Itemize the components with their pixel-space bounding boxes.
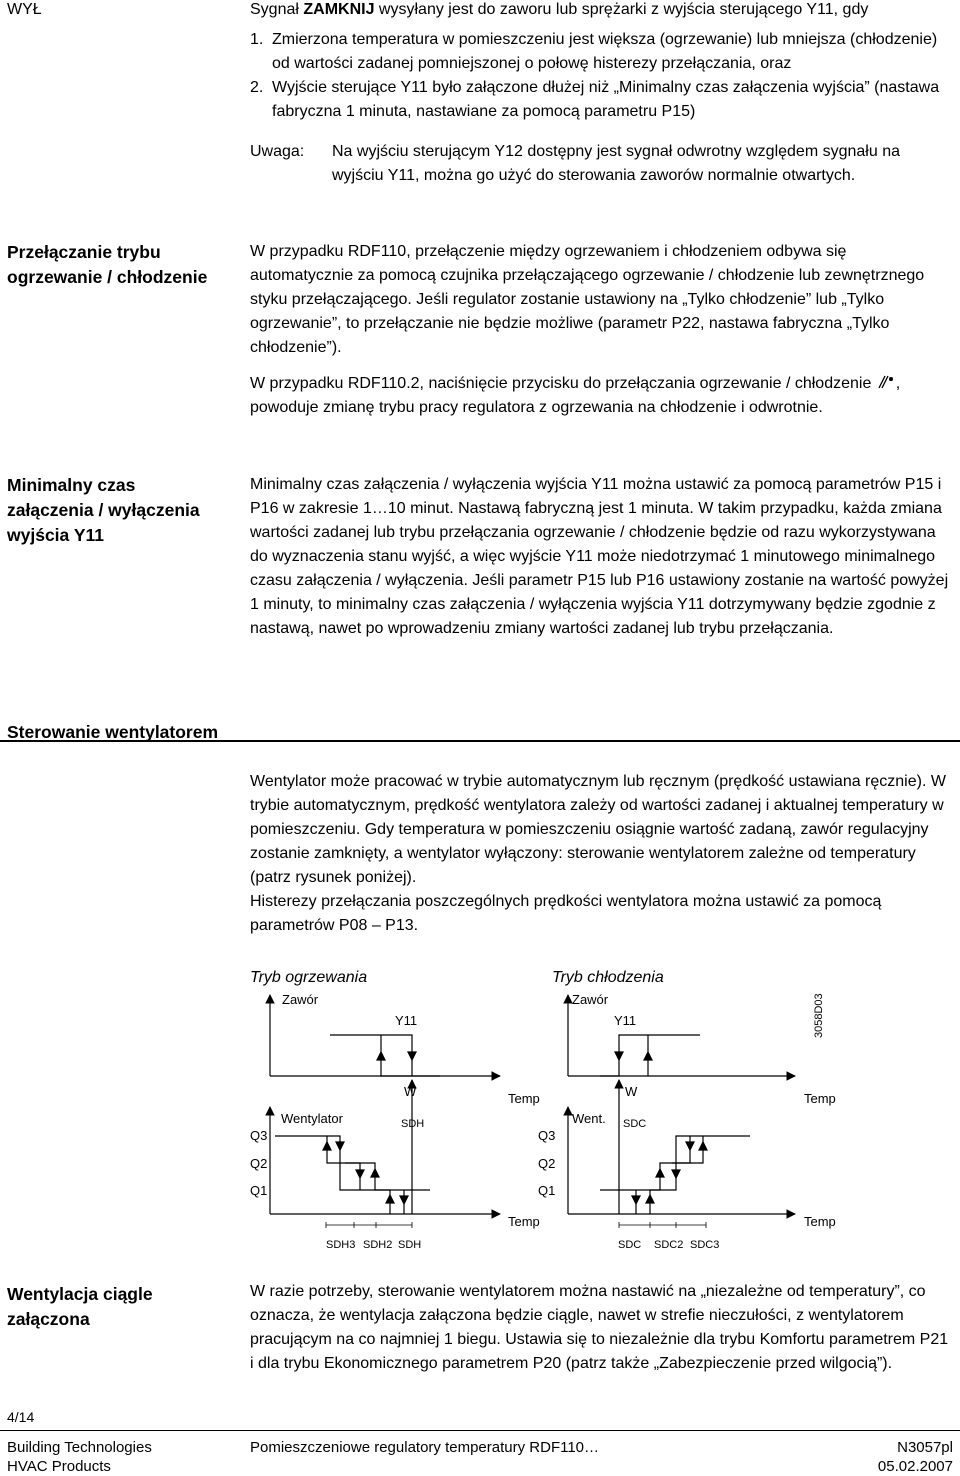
- note-text: Na wyjściu sterującym Y12 dostępny jest sygnał odwrotny względem sygnału na wyjściu Y11, można go użyć do sterowania zaworów normalnie otwartych.: [332, 143, 900, 184]
- footer-doc-title: Pomieszczeniowe regulatory temperatury RDF110…: [250, 1439, 600, 1456]
- label-fan-cool: Went.: [572, 1111, 606, 1126]
- footer-doc-info: N3057pl 05.02.2007: [877, 1439, 953, 1475]
- label-q2-heat: Q2: [250, 1156, 268, 1171]
- valve-graph-cool: [568, 995, 795, 1076]
- footer-rule: [0, 1430, 960, 1431]
- section-continuous-text: W razie potrzeby, sterowanie wentylatorem można nastawić na „niezależne od temperatury”, co oznacza, że wentylacja załączona będzie ciągle, nawet w strefie nieczułości, z wentylatorem pracującym na co najmniej 1 biegu. Ustawia się to niezależnie dla trybu Komfortu parametrem P21 i dla trybu Ekonomicznego parametrem P20 (patrz także „Zabezpieczenie przed wilgocią”).: [250, 1283, 949, 1372]
- label-q3-cool: Q3: [538, 1128, 556, 1143]
- label-temp-cool-top: Temp: [804, 1091, 836, 1106]
- fan-graph-cool: [568, 1080, 795, 1228]
- label-sdh2: SDH2: [363, 1239, 393, 1251]
- label-q1-cool: Q1: [538, 1183, 556, 1198]
- mode-para-1: W przypadku RDF110, przełączenie między ogrzewaniem i chłodzeniem odbywa się automatycznie za pomocą czujnika przełączającego ogrzewanie / chłodzenie lub zewnętrznego styku przełączającego. Jeśli regulator zostanie ustawiony na „Tylko chłodzenie” lub „Tylko ogrzewanie”, to przełączanie nie będzie możliwe (parametr P22, nastawa fabryczna „Tylko chłodzenie”).: [250, 243, 925, 356]
- label-sdh3: SDH3: [326, 1239, 356, 1251]
- label-q1-heat: Q1: [250, 1183, 268, 1198]
- heat-cool-button-icon: [876, 373, 896, 391]
- label-sdh: SDH: [401, 1118, 425, 1130]
- section-mode-text: [250, 240, 952, 420]
- label-valve-heat: Zawór: [282, 992, 319, 1007]
- label-temp-heat-top: Temp: [508, 1091, 540, 1106]
- section-title-mode-switch: Przełączanie trybu ogrzewanie / chłodzenie: [7, 242, 208, 287]
- section-label-off: WYŁ: [7, 1, 42, 18]
- label-y11-cool: Y11: [614, 1013, 637, 1028]
- label-w-cool: W: [625, 1084, 638, 1099]
- intro-item-1: 1. Zmierzona temperatura w pomieszczeniu jest większa (ogrzewanie) lub mniejsza (chłodzenie) od wartości zadanej pomniejszonej o połowę histerezy przełączania, oraz: [250, 31, 938, 72]
- label-y11-heat: Y11: [395, 1013, 418, 1028]
- diagram-title-heating: Tryb ogrzewania: [250, 969, 368, 986]
- label-fan-heat: Wentylator: [281, 1111, 343, 1126]
- fan-para-1: Wentylator może pracować w trybie automatycznym lub ręcznym (prędkość ustawiana ręcznie). W trybie automatycznym, prędkość wentylatora zależy od wartości zadanej i aktualnej temperatury w pomieszczeniu. Gdy temperatura w pomieszczeniu osiągnie wartość zadaną, zawór regulacyjny zostanie zamknięty, a wentylator wyłączony: sterowanie wentylatorem zależne od temperatury (patrz rysunek poniżej).: [250, 773, 946, 886]
- label-sdc-bottom: SDC: [618, 1239, 642, 1251]
- label-q3-heat: Q3: [250, 1128, 268, 1143]
- footer-company: Building Technologies HVAC Products: [7, 1439, 152, 1475]
- section-min-text: Minimalny czas załączenia / wyłączenia wyjścia Y11 można ustawić za pomocą parametrów P15 i P16 w zakresie 1…10 minut. Nastawą fabryczną jest 1 minuta. W takim przypadku, każda zmiana wartości zadanej lub trybu przełączania ogrzewanie / chłodzenie będzie od razu wykorzystywana do wyznaczenia stanu wyjść, a więc wyjście Y11 może niedotrzymać 1 minutowego minimalnego czasu załączenia / wyłączenia. Jeśli parametr P15 lub P16 ustawiony zostanie na wartość powyżej 1 minuty, to minimalny czas załączenia / wyłączenia wyjścia Y11 dotrzymywany będzie zgodnie z nastawą, nawet po wprowadzeniu zmiany wartości zadanej lub trybu przełączania.: [250, 476, 949, 637]
- label-q2-cool: Q2: [538, 1156, 556, 1171]
- intro-sentence: Sygnał ZAMKNIJ wysyłany jest do zaworu lub sprężarki z wyjścia sterującego Y11, gdy: [250, 1, 869, 18]
- diagram-title-cooling: Tryb chłodzenia: [552, 969, 664, 986]
- label-sdh-bottom: SDH: [398, 1239, 422, 1251]
- label-valve-cool: Zawór: [572, 992, 609, 1007]
- note: [250, 140, 952, 188]
- section-title-min-time: Minimalny czas załączenia / wyłączenia wyjścia Y11: [7, 475, 200, 545]
- label-w-heat: W: [404, 1084, 417, 1099]
- label-temp-cool-bottom: Temp: [804, 1214, 836, 1229]
- valve-graph-heat: [270, 995, 500, 1076]
- page-number: 4/14: [7, 1409, 35, 1425]
- intro-item-2: 2. Wyjście sterujące Y11 było załączone dłużej niż „Minimalny czas załączenia wyjścia” (nastawa fabryczna 1 minuta, nastawiane za pomocą parametru P15): [250, 79, 940, 120]
- label-sdc: SDC: [623, 1118, 647, 1130]
- label-sdc2: SDC2: [654, 1239, 684, 1251]
- diagram-code: 3058D03: [813, 993, 825, 1038]
- fan-control-diagram: [0, 955, 960, 1255]
- label-temp-heat-bottom: Temp: [508, 1214, 540, 1229]
- section-fan-text: [250, 770, 952, 938]
- intro-block: [250, 0, 952, 188]
- heading-fan-control: Sterowanie wentylatorem: [7, 722, 219, 742]
- note-label: Uwaga:: [250, 143, 305, 160]
- section-title-continuous-fan: Wentylacja ciągle załączona: [7, 1284, 153, 1329]
- fan-para-2: Histerezy przełączania poszczególnych prędkości wentylatora można ustawić za pomocą parametrów P08 – P13.: [250, 893, 882, 934]
- heading-rule: [0, 740, 960, 742]
- label-sdc3: SDC3: [690, 1239, 720, 1251]
- mode-para-2: W przypadku RDF110.2, naciśnięcie przycisku do przełączania ogrzewanie / chłodzenie , powoduje zmianę trybu pracy regulatora z ogrzewania na chłodzenie i odwrotnie.: [250, 375, 901, 416]
- fan-graph-heat: [270, 1080, 500, 1228]
- close-signal: ZAMKNIJ: [303, 1, 375, 18]
